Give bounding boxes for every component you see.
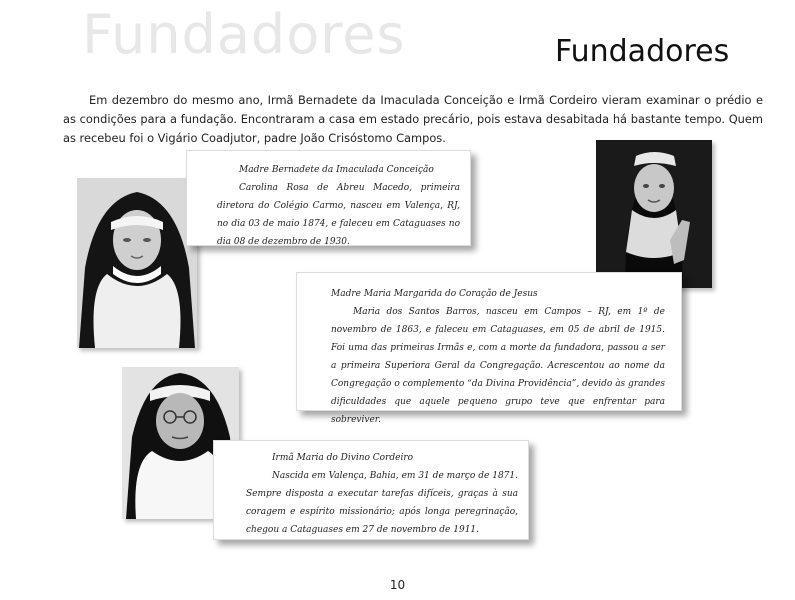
founder-bio: Nascida em Valença, Bahia, em 31 de março de 1871. Sempre disposta a executar tarefas difíceis, graças à sua coragem e espírito missionário; após longa peregrinação, chegou a Cataguases em 27 de novembro de 1911. [246,471,518,535]
portrait-madre-bernadete [77,178,197,348]
founder-bio: Carolina Rosa de Abreu Macedo, primeira diretora do Colégio Carmo, nasceu em Valença, RJ, no dia 03 de maio 1874, e faleceu em Cataguases no dia 08 de dezembro de 1930. [217,183,460,247]
founder-card-madre-maria-margarida [296,272,682,425]
founder-name: Madre Maria Margarida do Coração de Jesus [331,289,538,299]
portrait-madre-maria-margarida [596,140,712,288]
page-title: Fundadores [555,34,730,69]
founder-card-irma-maria-do-divino-cordeiro [213,440,529,540]
intro-paragraph: Em dezembro do mesmo ano, Irmã Bernadete da Imaculada Conceição e Irmã Cordeiro vieram examinar o prédio e as condições para a fundação. Encontraram a casa em estado precário, pois estava desabitada há bastante tempo. Quem as recebeu foi o Vigário Coadjutor, padre João Crisóstomo Campos. [63,93,763,146]
founder-name: Madre Bernadete da Imaculada Conceição [239,165,434,175]
founder-card-madre-bernadete [186,150,471,246]
page-number: 10 [389,578,406,592]
founder-name: Irmã Maria do Divino Cordeiro [272,453,414,463]
watermark-title: Fundadores [82,3,406,66]
founder-bio: Maria dos Santos Barros, nasceu em Campos – RJ, em 1º de novembro de 1863, e faleceu em Cataguases, em 05 de abril de 1915. Foi uma das primeiras Irmãs e, com a morte da fundadora, passou a ser a primeira Superiora Geral da Congregação. Acrescentou ao nome da Congregação o complemento “da Divina Providência”, devido às grandes dificuldades que aquele pequeno grupo teve que enfrentar para sobreviver. [331,307,665,425]
